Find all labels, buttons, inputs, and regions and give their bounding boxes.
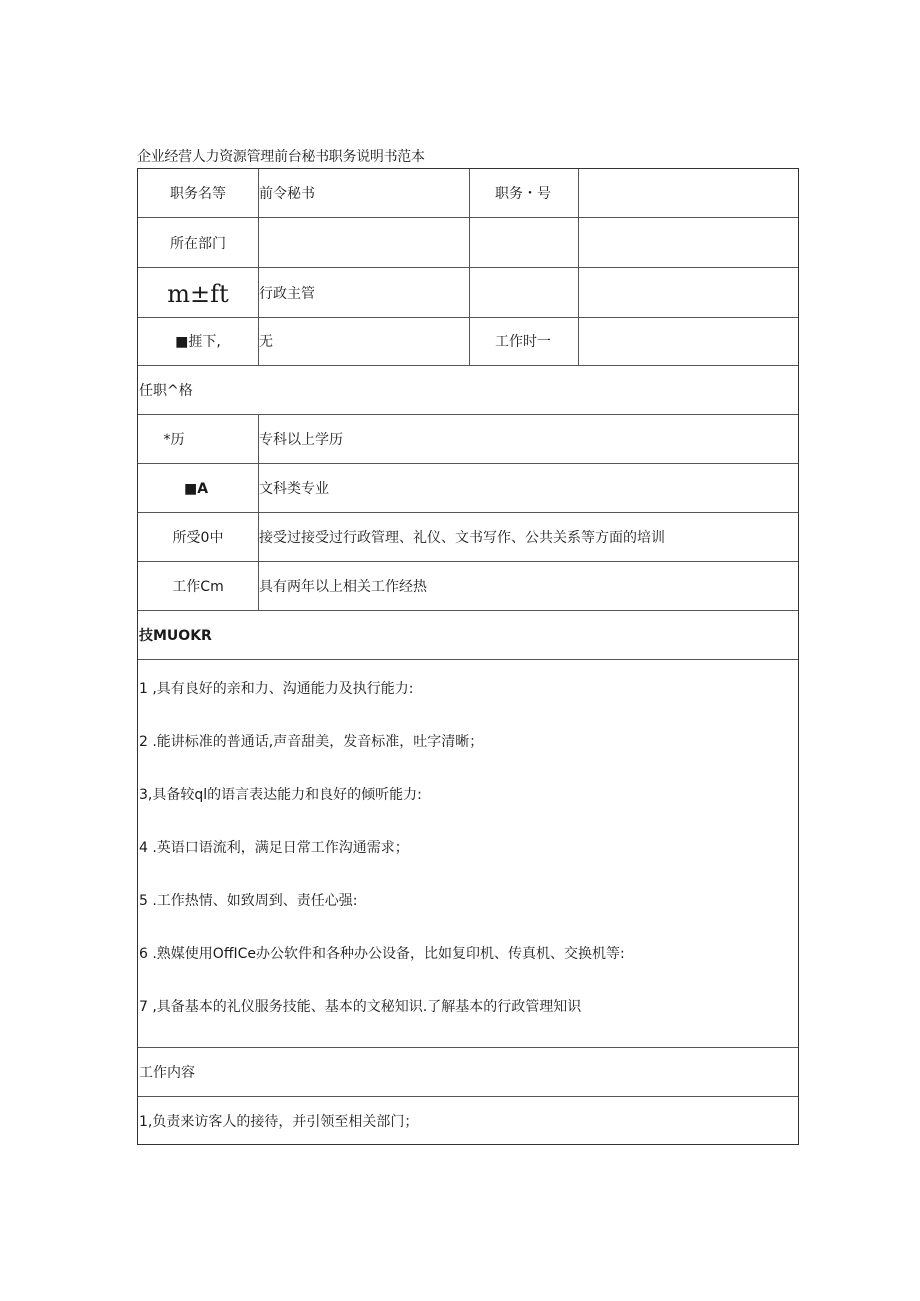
row-divider xyxy=(138,659,798,660)
row-divider xyxy=(138,561,798,562)
row-divider xyxy=(138,217,798,218)
row-divider xyxy=(138,317,798,318)
work-time-label: 工作时一 xyxy=(495,334,551,350)
job-description-form xyxy=(137,168,799,1145)
major-value: 文科类专业 xyxy=(259,481,329,497)
skill-item: 1 ,具有良好的亲和力、沟通能力及执行能力: xyxy=(139,681,414,697)
row-divider xyxy=(138,610,798,611)
education-label: *历 xyxy=(163,432,185,448)
training-value: 接受过接受过行政管理、礼仪、文书写作、公共关系等方面的培训 xyxy=(259,530,665,546)
skill-item: 2 .能讲标准的普通话,声音甜美，发音标准，吐字清晰； xyxy=(139,734,484,750)
subordinates-value: 无 xyxy=(259,334,273,350)
work-section-title: 工作内容 xyxy=(139,1065,195,1081)
job-name-label: 职务名等 xyxy=(170,186,226,202)
row-divider xyxy=(138,463,798,464)
major-label: ■A xyxy=(183,481,209,497)
skill-item: 6 .熟媒使用OffICe办公软件和各种办公设备，比如复印机、传真机、交换机等: xyxy=(139,946,625,962)
row-divider xyxy=(138,512,798,513)
column-divider xyxy=(469,169,470,365)
document-title: 企业经营人力资源管理前台秘书职务说明书范本 xyxy=(137,149,425,165)
job-name-value: 前令秘书 xyxy=(259,186,315,202)
work-item: 1,负责来访客人的接待，并引领至相关部门； xyxy=(139,1114,419,1130)
department-label: 所在部门 xyxy=(170,236,226,252)
job-code-label: 职务・号 xyxy=(495,186,551,202)
qualifications-section-title: 任职^格 xyxy=(139,383,193,399)
education-value: 专科以上学历 xyxy=(259,432,343,448)
skills-section-title: 技MUOKR xyxy=(139,628,212,644)
experience-value: 具有两年以上相关工作经热 xyxy=(259,579,427,595)
subordinates-label: ■捱下, xyxy=(175,334,221,350)
skill-item: 4 .英语口语流利，满足日常工作沟通需求； xyxy=(139,840,409,856)
skill-item: 7 ,具备基本的礼仪服务技能、基本的文秘知识.了解基本的行政管理知识 xyxy=(139,999,582,1015)
skill-item: 5 .工作热情、如致周到、责任心强: xyxy=(139,893,358,909)
row-divider xyxy=(138,414,798,415)
supervisor-label: m±ft xyxy=(167,280,229,308)
row-divider xyxy=(138,1096,798,1097)
row-divider xyxy=(138,1047,798,1048)
row-divider xyxy=(138,365,798,366)
experience-label: 工作Cm xyxy=(172,579,224,595)
training-label: 所受0中 xyxy=(172,530,224,546)
skill-item: 3,具备较ql的语言表达能力和良好的倾听能力: xyxy=(139,787,422,803)
supervisor-value: 行政主管 xyxy=(259,286,315,302)
column-divider xyxy=(578,169,579,365)
row-divider xyxy=(138,267,798,268)
